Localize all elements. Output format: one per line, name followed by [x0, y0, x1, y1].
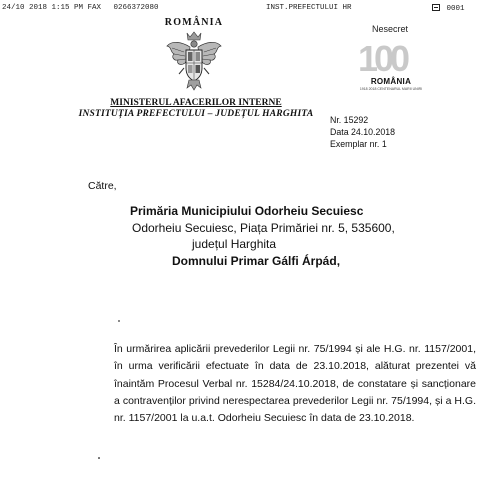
- recipient-mayor: Domnului Primar Gálfi Árpád,: [172, 253, 341, 268]
- salutation: Către,: [88, 180, 117, 192]
- fax-sender: INST.PREFECTULUI HR: [266, 4, 352, 12]
- recipient-address: Odorheiu Secuiesc, Piața Primăriei nr. 5, 535600,: [132, 220, 395, 235]
- scan-speck: [98, 457, 100, 459]
- ministry-name: MINISTERUL AFACERILOR INTERNE: [110, 98, 282, 108]
- registration-date: Data 24.10.2018: [330, 127, 396, 137]
- centenary-logo-number: 100: [358, 38, 407, 79]
- recipient-block: [130, 203, 395, 269]
- fax-page-number: 0001: [432, 4, 465, 13]
- recipient-name: Primăria Municipiului Odorheiu Secuiesc: [130, 204, 364, 218]
- registration-block: [330, 114, 395, 150]
- scan-speck: [118, 320, 120, 322]
- recipient-county: județul Harghita: [192, 237, 277, 251]
- fax-page-icon: [432, 4, 440, 11]
- centenary-logo-tagline: 1918 2018 CENTENARUL MARII UNIRI: [359, 87, 423, 91]
- classification-label: Nesecret: [372, 24, 409, 34]
- registration-number: Nr. 15292: [330, 115, 369, 125]
- centenary-logo-label: ROMÂNIA: [370, 77, 412, 86]
- institution-name: INSTITUȚIA PREFECTULUI – JUDEȚUL HARGHITA: [78, 109, 314, 119]
- fax-date-time: 24/10 2018 1:15 PM FAX 0266372080: [2, 4, 159, 12]
- fax-header: [0, 4, 500, 16]
- letterhead-country: ROMÂNIA: [164, 17, 224, 28]
- copy-number: Exemplar nr. 1: [330, 139, 387, 149]
- letter-body: În urmărirea aplicării prevederilor Legii nr. 75/1994 și ale H.G. nr. 1157/2001, în urma verificării efectuate în data de 23.10.2018, alăturat prezentei vă înaintăm Procesul Verbal nr. 15284/24.10.2018, de constatare și sancționare a contravenților privind nerespectarea prevederilor Legii nr. 75/1994, și a H.G. nr. 1157/2001 la u.a.t. Odorheiu Secuiesc în data de 23.10.2018.: [114, 343, 476, 425]
- coat-of-arms-icon: [164, 30, 224, 94]
- ministry-heading: [46, 98, 346, 120]
